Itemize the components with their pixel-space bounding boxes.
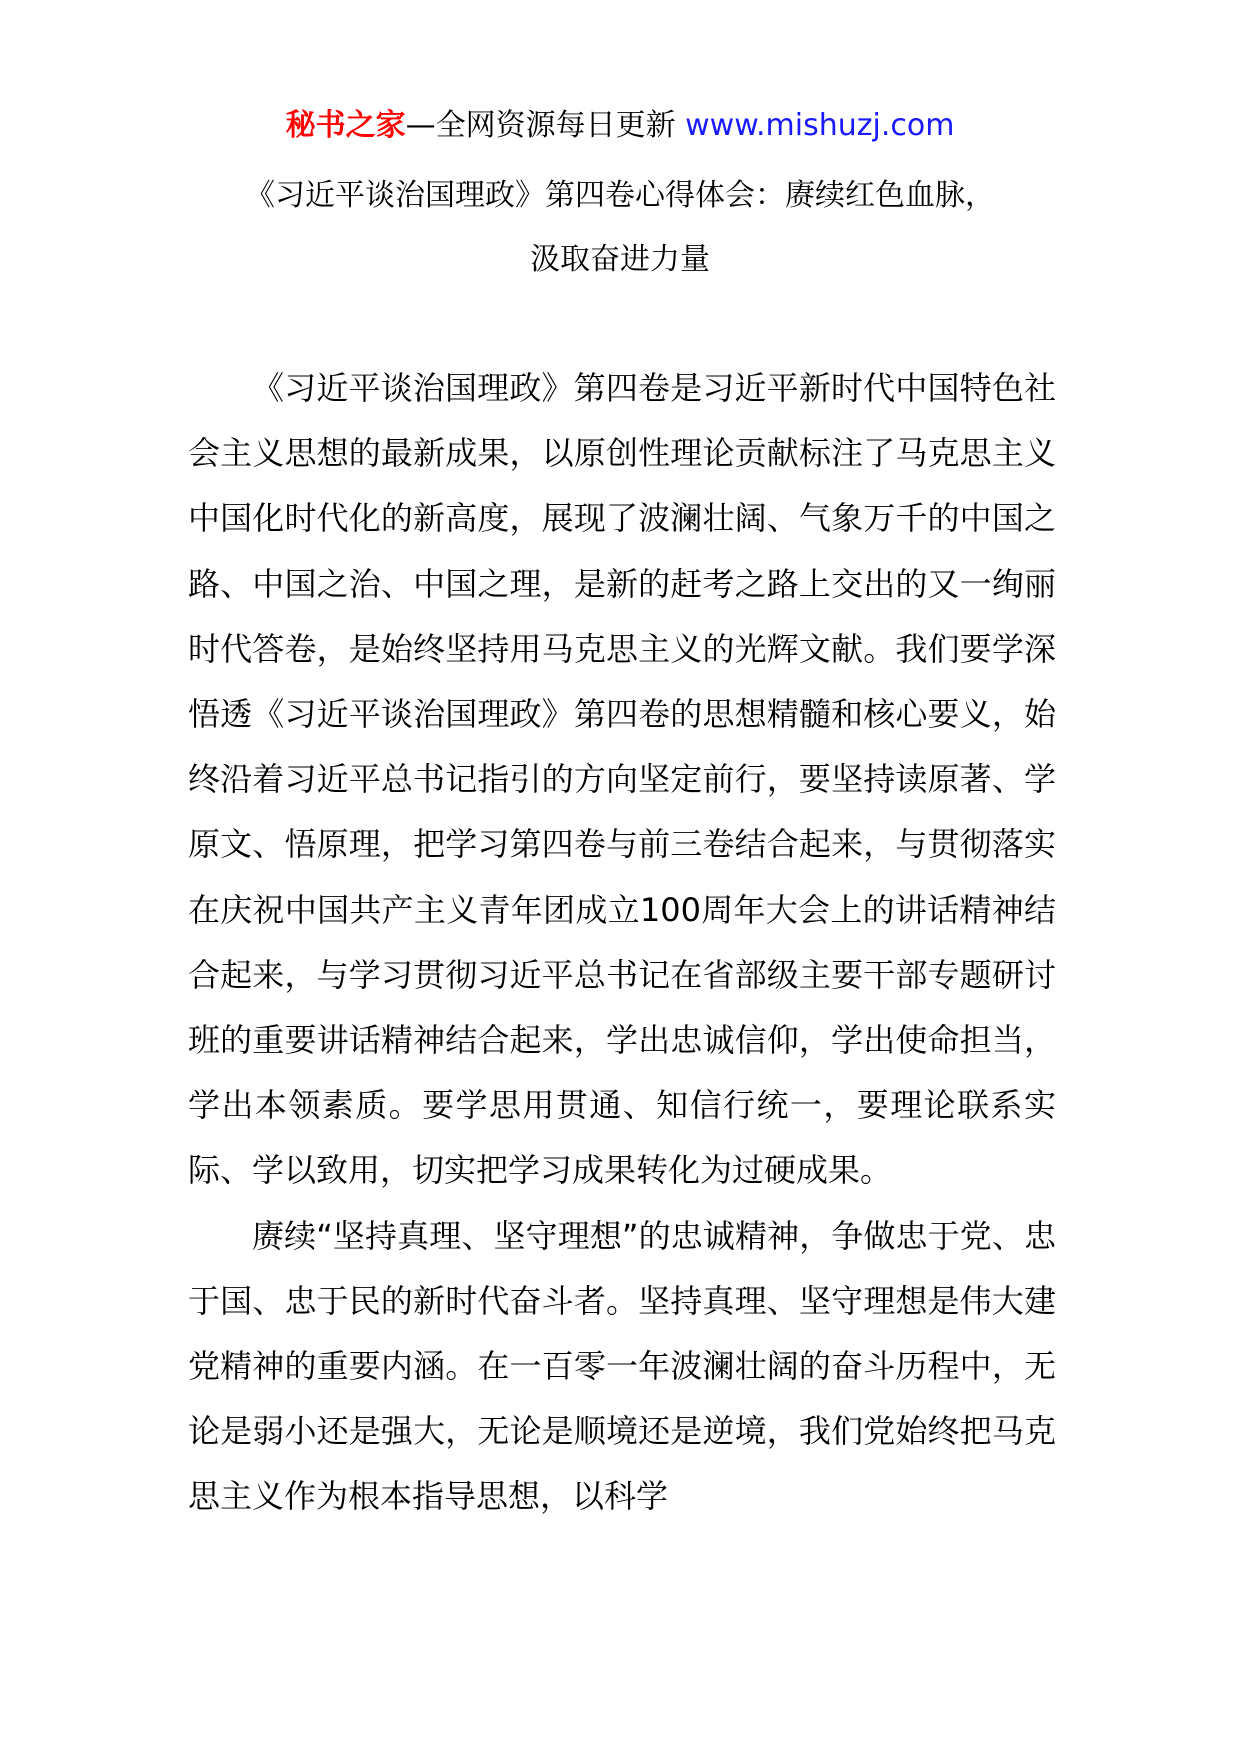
site-header — [0, 98, 1240, 154]
body-paragraph-1: 《习近平谈治国理政》第四卷是习近平新时代中国特色社会主义思想的最新成果，以原创性理论贡献标注了马克思主义中国化时代化的新高度，展现了波澜壮阔、气象万千的中国之路、中国之治、中国之理，是新的赶考之路上交出的又一绚丽时代答卷，是始终坚持用马克思主义的光辉文献。我们要学深悟透《习近平谈治国理政》第四卷的思想精髓和核心要义，始终沿着习近平总书记指引的方向坚定前行，要坚持读原著、学原文、悟原理，把学习第四卷与前三卷结合起来，与贯彻落实在庆祝中国共产主义青年团成立100周年大会上的讲话精神结合起来，与学习贯彻习近平总书记在省部级主要干部专题研讨班的重要讲话精神结合起来，学出忠诚信仰，学出使命担当，学出本领素质。要学思用贯通、知信行统一，要理论联系实际、学以致用，切实把学习成果转化为过硬成果。 — [188, 369, 1056, 1190]
document-body — [188, 356, 1056, 1530]
document-title-line-1: 《习近平谈治国理政》第四卷心得体会：赓续红色血脉， — [245, 178, 995, 213]
document-title — [180, 164, 1060, 292]
site-brand: 秘书之家 — [285, 108, 406, 143]
body-paragraph-2: 赓续“坚持真理、坚守理想”的忠诚精神，争做忠于党、忠于国、忠于民的新时代奋斗者。坚持真理、坚守理想是伟大建党精神的重要内涵。在一百零一年波澜壮阔的奋斗历程中，无论是弱小还是强大，无论是顺境还是逆境，我们党始终把马克思主义作为根本指导思想，以科学 — [188, 1216, 1056, 1516]
site-url-link[interactable]: www.mishuzj.com — [685, 108, 955, 143]
site-tagline: —全网资源每日更新 — [405, 108, 676, 143]
document-title-line-2: 汲取奋进力量 — [530, 242, 710, 277]
